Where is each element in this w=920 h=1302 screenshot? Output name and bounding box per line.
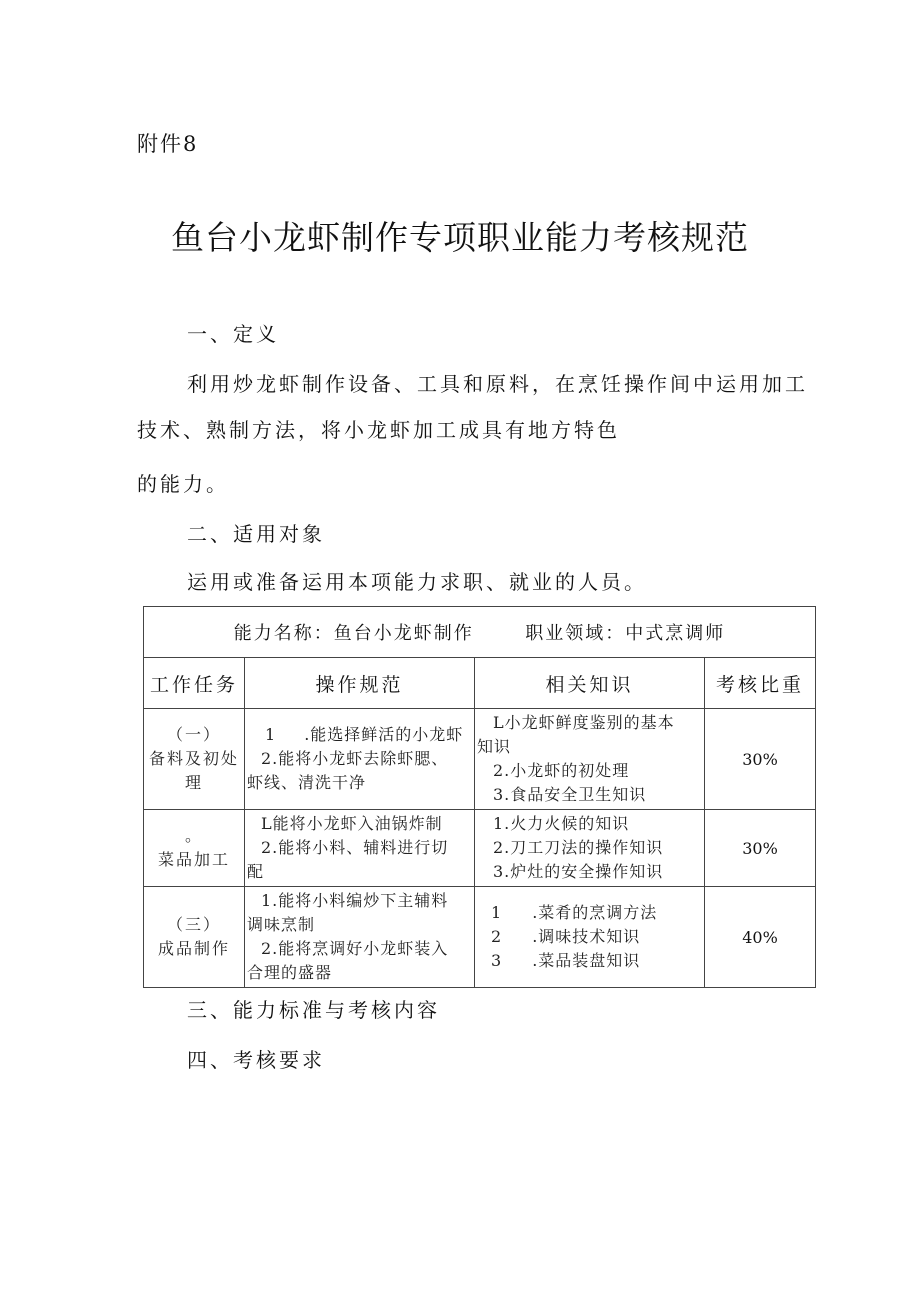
ability-name: 能力名称：鱼台小龙虾制作 <box>233 623 474 644</box>
knowledge-line <box>477 949 702 973</box>
definition-text-line-3: 的能力。 <box>137 472 229 496</box>
spec-line: L能将小龙虾入油锅炸制 <box>261 814 443 833</box>
ability-spec-table <box>143 606 816 988</box>
spec-cell <box>245 810 475 887</box>
task-line: 。 <box>184 826 203 845</box>
section-definition-heading: 一、定义 <box>187 322 279 346</box>
spec-line: 虾线、清洗干净 <box>247 773 367 792</box>
definition-text-line-2: 技术、熟制方法，将小龙虾加工成具有地方特色 <box>137 418 620 442</box>
table-row <box>144 810 816 887</box>
header-weight: 考核比重 <box>705 658 816 709</box>
knowledge-line-number: 1 <box>491 903 503 922</box>
table-header-row <box>144 658 816 709</box>
spec-line-number: 1 <box>265 725 277 744</box>
knowledge-line-number: 2 <box>491 927 503 946</box>
table-ability-row <box>144 607 816 658</box>
header-spec: 操作规范 <box>245 658 475 709</box>
spec-line: 2.能将小龙虾去除虾腮、 <box>261 749 449 768</box>
knowledge-cell <box>475 709 705 810</box>
weight-cell: 40% <box>705 887 816 988</box>
definition-text-line-1: 利用炒龙虾制作设备、工具和原料，在烹饪操作间中运用加工 <box>187 372 808 396</box>
weight-cell: 30% <box>705 810 816 887</box>
knowledge-cell <box>475 887 705 988</box>
annex-label: 附件8 <box>137 132 199 156</box>
spec-cell <box>245 709 475 810</box>
target-text: 运用或准备运用本项能力求职、就业的人员。 <box>187 570 647 594</box>
spec-line: 合理的盛器 <box>247 963 333 982</box>
task-cell <box>144 810 245 887</box>
knowledge-line-number: 3 <box>491 951 503 970</box>
section-standards-heading: 三、能力标准与考核内容 <box>187 998 440 1022</box>
spec-line <box>247 723 472 747</box>
document-title: 鱼台小龙虾制作专项职业能力考核规范 <box>171 218 749 257</box>
knowledge-line-text: .调味技术知识 <box>532 927 641 946</box>
spec-line: 调味烹制 <box>247 915 316 934</box>
knowledge-line-text: .菜品装盘知识 <box>532 951 641 970</box>
task-line: （一） <box>166 725 221 744</box>
knowledge-line: 1.火力火候的知识 <box>493 814 630 833</box>
header-task: 工作任务 <box>144 658 245 709</box>
header-knowledge: 相关知识 <box>475 658 705 709</box>
spec-line: 2.能将小料、辅料进行切 <box>261 838 449 857</box>
knowledge-line: 3.炉灶的安全操作知识 <box>493 862 664 881</box>
knowledge-cell <box>475 810 705 887</box>
knowledge-line-text: .菜肴的烹调方法 <box>532 903 658 922</box>
knowledge-line: 2.刀工刀法的操作知识 <box>493 838 664 857</box>
task-cell <box>144 709 245 810</box>
occupation-field: 职业领域：中式烹调师 <box>525 623 726 644</box>
table-row <box>144 887 816 988</box>
knowledge-line: 2.小龙虾的初处理 <box>493 761 630 780</box>
ability-name-cell <box>144 607 816 658</box>
task-cell <box>144 887 245 988</box>
spec-line: 配 <box>247 862 265 881</box>
weight-cell: 30% <box>705 709 816 810</box>
section-requirements-heading: 四、考核要求 <box>187 1048 325 1072</box>
task-line: （三） <box>166 915 221 934</box>
spec-cell <box>245 887 475 988</box>
knowledge-line: 3.食品安全卫生知识 <box>493 785 647 804</box>
task-line: 备料及初处 <box>148 749 239 768</box>
task-line: 成品制作 <box>157 939 230 958</box>
knowledge-line: L小龙虾鲜度鉴别的基本 <box>493 713 675 732</box>
knowledge-line: 知识 <box>477 737 512 756</box>
spec-line: 1.能将小料编炒下主辅料 <box>261 891 449 910</box>
table-row <box>144 709 816 810</box>
knowledge-line <box>477 925 702 949</box>
section-target-heading: 二、适用对象 <box>187 522 325 546</box>
spec-line-text: .能选择鲜活的小龙虾 <box>304 725 464 744</box>
spec-line: 2.能将烹调好小龙虾装入 <box>261 939 449 958</box>
task-line: 理 <box>184 773 203 792</box>
knowledge-line <box>477 901 702 925</box>
task-line: 菜品加工 <box>157 850 230 869</box>
